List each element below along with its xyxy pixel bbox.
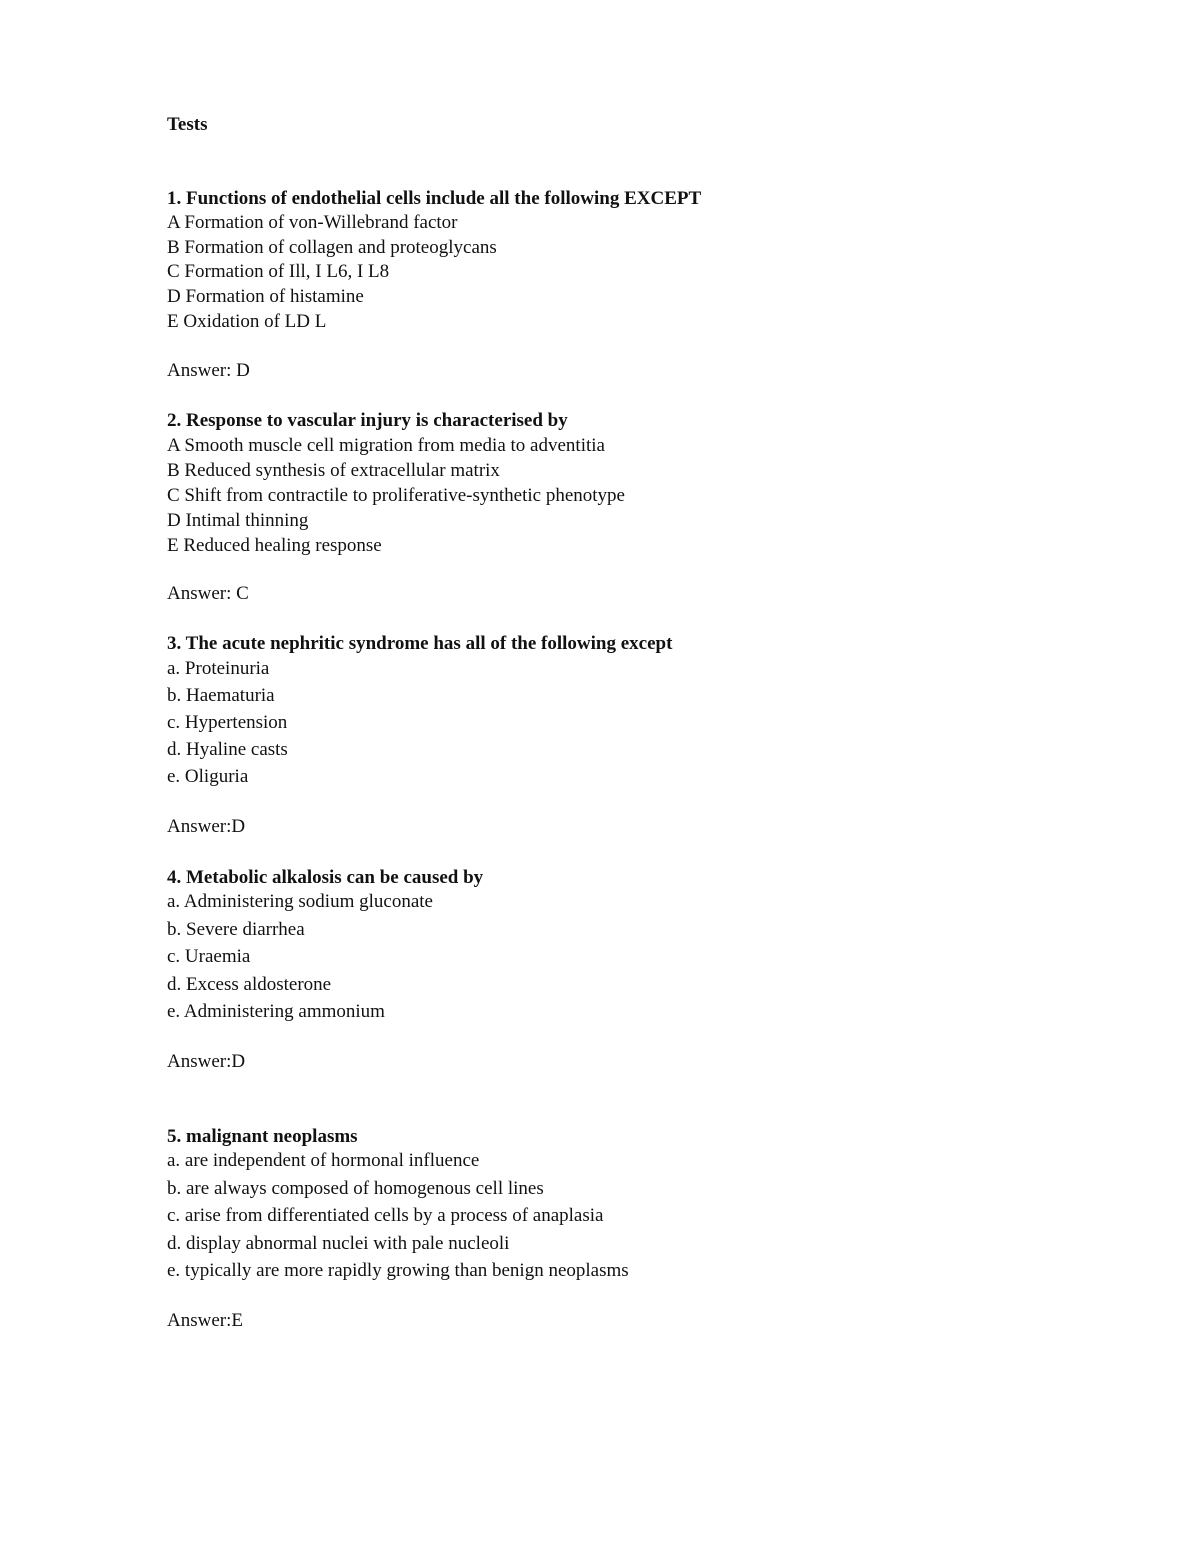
question-option: b. Haematuria <box>167 685 275 706</box>
question-option: d. display abnormal nuclei with pale nucleoli <box>167 1233 510 1254</box>
question-option: c. Hypertension <box>167 712 288 733</box>
question-option: d. Hyaline casts <box>167 739 288 760</box>
question-option: c. Uraemia <box>167 946 251 967</box>
question-option: a. Proteinuria <box>167 658 270 679</box>
question-answer: Answer:D <box>167 1051 246 1072</box>
question-option: b. are always composed of homogenous cell lines <box>167 1178 544 1199</box>
question-answer: Answer: D <box>167 360 250 381</box>
question-option: A Smooth muscle cell migration from media to adventitia <box>167 435 605 456</box>
question-option: E Oxidation of LD L <box>167 311 327 332</box>
question-option: e. Oliguria <box>167 766 249 787</box>
question-option: a. Administering sodium gluconate <box>167 891 433 912</box>
question-stem: 1. Functions of endothelial cells include all the following EXCEPT <box>167 188 702 209</box>
question-answer: Answer: C <box>167 583 249 604</box>
question-stem: 3. The acute nephritic syndrome has all of the following except <box>167 633 673 654</box>
question-option: a. are independent of hormonal influence <box>167 1150 480 1171</box>
question-option: b. Severe diarrhea <box>167 919 305 940</box>
question-stem: 2. Response to vascular injury is characterised by <box>167 410 568 431</box>
question-option: A Formation of von-Willebrand factor <box>167 212 458 233</box>
question-option: e. Administering ammonium <box>167 1001 385 1022</box>
question-option: d. Excess aldosterone <box>167 974 332 995</box>
question-option: e. typically are more rapidly growing than benign neoplasms <box>167 1260 629 1281</box>
question-stem: 4. Metabolic alkalosis can be caused by <box>167 867 484 888</box>
document-title: Tests <box>167 114 208 135</box>
question-answer: Answer:D <box>167 816 246 837</box>
question-option: D Formation of histamine <box>167 286 364 307</box>
question-option: D Intimal thinning <box>167 510 309 531</box>
question-option: B Formation of collagen and proteoglycans <box>167 237 497 258</box>
question-option: E Reduced healing response <box>167 535 382 556</box>
question-option: c. arise from differentiated cells by a process of anaplasia <box>167 1205 604 1226</box>
question-option: C Formation of Ill, I L6, I L8 <box>167 261 390 282</box>
question-stem: 5. malignant neoplasms <box>167 1126 358 1147</box>
question-option: C Shift from contractile to proliferative-synthetic phenotype <box>167 485 625 506</box>
question-option: B Reduced synthesis of extracellular matrix <box>167 460 500 481</box>
question-answer: Answer:E <box>167 1310 243 1331</box>
